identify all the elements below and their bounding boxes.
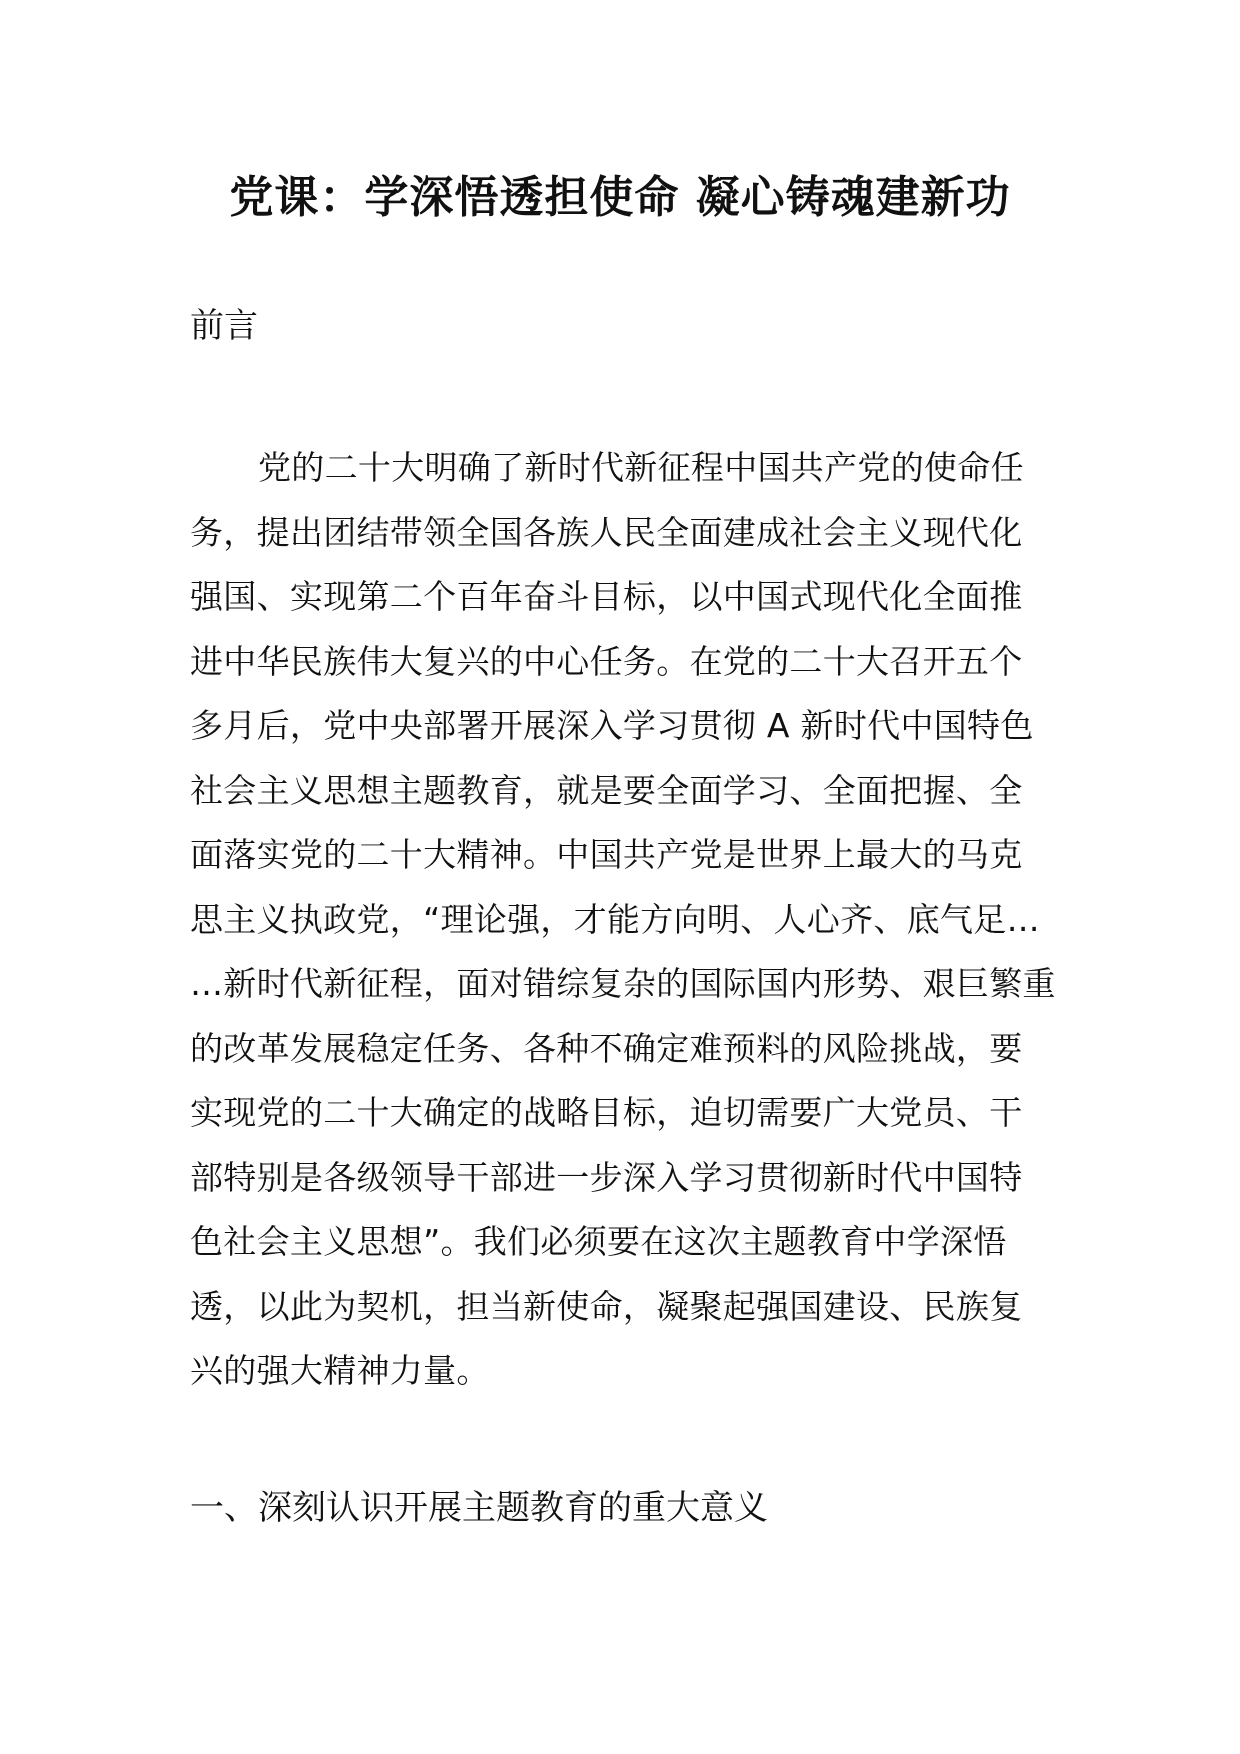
paragraph-line: 进中华民族伟大复兴的中心任务。在党的二十大召开五个: [190, 641, 1023, 681]
paragraph-line: 透，以此为契机，担当新使命，凝聚起强国建设、民族复: [190, 1286, 1023, 1326]
section-one-heading: 一、深刻认识开展主题教育的重大意义: [190, 1488, 768, 1528]
paragraph-line: 务，提出团结带领全国各族人民全面建成社会主义现代化: [190, 512, 1023, 552]
preface-paragraph: [190, 436, 1060, 1404]
preface-heading: 前言: [190, 306, 258, 346]
paragraph-line: 思主义执政党，“理论强，才能方向明、人心齐、底气足…: [190, 899, 1040, 939]
paragraph-line: 党的二十大明确了新时代新征程中国共产党的使命任: [258, 448, 1024, 487]
paragraph-line: 部特别是各级领导干部进一步深入学习贯彻新时代中国特: [190, 1157, 1023, 1197]
paragraph-line: 色社会主义思想”。我们必须要在这次主题教育中学深悟: [190, 1222, 1007, 1261]
paragraph-line: 多月后，党中央部署开展深入学习贯彻 A 新时代中国特色: [190, 706, 1034, 745]
paragraph-line: …新时代新征程，面对错综复杂的国际国内形势、艰巨繁重: [190, 964, 1056, 1003]
paragraph-line: 兴的强大精神力量。: [190, 1351, 490, 1390]
paragraph-line: 社会主义思想主题教育，就是要全面学习、全面把握、全: [190, 770, 1023, 810]
paragraph-line: 强国、实现第二个百年奋斗目标，以中国式现代化全面推: [190, 577, 1023, 616]
paragraph-line: 面落实党的二十大精神。中国共产党是世界上最大的马克: [190, 835, 1023, 874]
paragraph-line: 实现党的二十大确定的战略目标，迫切需要广大党员、干: [190, 1093, 1023, 1132]
document-title: 党课：学深悟透担使命 凝心铸魂建新功: [229, 172, 1011, 223]
paragraph-line: 的改革发展稳定任务、各种不确定难预料的风险挑战，要: [190, 1028, 1023, 1068]
